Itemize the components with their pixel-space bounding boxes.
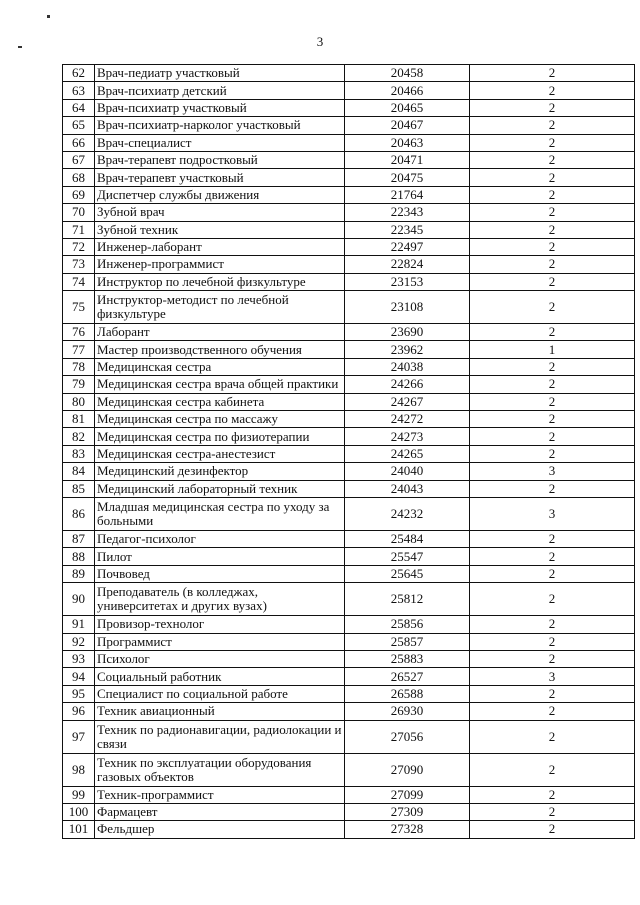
table-row xyxy=(63,151,635,168)
profession-name: Инструктор по лечебной физкультуре xyxy=(95,273,345,290)
row-number: 95 xyxy=(63,685,95,702)
profession-code: 23690 xyxy=(345,324,470,341)
profession-code: 27056 xyxy=(345,720,470,753)
row-count: 2 xyxy=(470,633,635,650)
profession-code: 24040 xyxy=(345,463,470,480)
profession-code: 26527 xyxy=(345,668,470,685)
profession-code: 25484 xyxy=(345,530,470,547)
profession-code: 20463 xyxy=(345,134,470,151)
profession-table xyxy=(62,64,635,839)
row-number: 94 xyxy=(63,668,95,685)
row-number: 79 xyxy=(63,376,95,393)
profession-code: 24043 xyxy=(345,480,470,497)
profession-name: Врач-терапевт участковый xyxy=(95,169,345,186)
table-row xyxy=(63,376,635,393)
profession-name: Врач-специалист xyxy=(95,134,345,151)
row-number: 67 xyxy=(63,151,95,168)
row-number: 75 xyxy=(63,291,95,324)
row-count: 2 xyxy=(470,685,635,702)
row-count: 3 xyxy=(470,497,635,530)
profession-code: 24272 xyxy=(345,411,470,428)
profession-code: 25857 xyxy=(345,633,470,650)
row-number: 71 xyxy=(63,221,95,238)
table-row xyxy=(63,291,635,324)
table-row xyxy=(63,445,635,462)
table-row xyxy=(63,821,635,838)
row-count: 2 xyxy=(470,650,635,667)
profession-code: 25856 xyxy=(345,616,470,633)
table-row xyxy=(63,497,635,530)
row-number: 97 xyxy=(63,720,95,753)
row-count: 3 xyxy=(470,463,635,480)
row-count: 2 xyxy=(470,256,635,273)
row-count: 2 xyxy=(470,393,635,410)
row-number: 77 xyxy=(63,341,95,358)
profession-name: Диспетчер службы движения xyxy=(95,186,345,203)
profession-code: 24273 xyxy=(345,428,470,445)
table-row xyxy=(63,358,635,375)
profession-name: Провизор-технолог xyxy=(95,616,345,633)
row-count: 2 xyxy=(470,703,635,720)
profession-code: 27309 xyxy=(345,803,470,820)
row-number: 68 xyxy=(63,169,95,186)
profession-name: Медицинская сестра-анестезист xyxy=(95,445,345,462)
table-row xyxy=(63,99,635,116)
table-row xyxy=(63,633,635,650)
profession-name: Инженер-программист xyxy=(95,256,345,273)
row-number: 88 xyxy=(63,548,95,565)
row-number: 96 xyxy=(63,703,95,720)
table-row xyxy=(63,324,635,341)
profession-code: 22497 xyxy=(345,238,470,255)
row-count: 2 xyxy=(470,548,635,565)
profession-name: Медицинская сестра по физиотерапии xyxy=(95,428,345,445)
table-row xyxy=(63,117,635,134)
row-number: 87 xyxy=(63,530,95,547)
profession-name: Техник по радионавигации, радиолокации и связи xyxy=(95,720,345,753)
row-count: 2 xyxy=(470,583,635,616)
table-row xyxy=(63,530,635,547)
profession-name: Медицинская сестра по массажу xyxy=(95,411,345,428)
profession-name: Медицинский дезинфектор xyxy=(95,463,345,480)
profession-name: Почвовед xyxy=(95,565,345,582)
row-number: 89 xyxy=(63,565,95,582)
profession-name: Социальный работник xyxy=(95,668,345,685)
row-count: 2 xyxy=(470,99,635,116)
table-row xyxy=(63,803,635,820)
table-row xyxy=(63,82,635,99)
table-row xyxy=(63,565,635,582)
profession-code: 22824 xyxy=(345,256,470,273)
row-number: 69 xyxy=(63,186,95,203)
profession-name: Медицинская сестра xyxy=(95,358,345,375)
row-number: 66 xyxy=(63,134,95,151)
profession-name: Фармацевт xyxy=(95,803,345,820)
row-number: 76 xyxy=(63,324,95,341)
profession-name: Врач-педиатр участковый xyxy=(95,65,345,82)
profession-code: 20458 xyxy=(345,65,470,82)
profession-name: Медицинский лабораторный техник xyxy=(95,480,345,497)
row-number: 78 xyxy=(63,358,95,375)
row-count: 1 xyxy=(470,341,635,358)
row-number: 74 xyxy=(63,273,95,290)
table-row xyxy=(63,341,635,358)
row-count: 2 xyxy=(470,117,635,134)
table-row xyxy=(63,583,635,616)
row-count: 2 xyxy=(470,134,635,151)
profession-code: 23153 xyxy=(345,273,470,290)
row-number: 73 xyxy=(63,256,95,273)
profession-name: Врач-психиатр-нарколог участковый xyxy=(95,117,345,134)
row-number: 63 xyxy=(63,82,95,99)
profession-name: Врач-психиатр участковый xyxy=(95,99,345,116)
row-count: 2 xyxy=(470,786,635,803)
profession-code: 20467 xyxy=(345,117,470,134)
profession-name: Медицинская сестра кабинета xyxy=(95,393,345,410)
row-count: 2 xyxy=(470,411,635,428)
scan-speck xyxy=(47,15,50,18)
profession-code: 25812 xyxy=(345,583,470,616)
table-row xyxy=(63,480,635,497)
profession-code: 23108 xyxy=(345,291,470,324)
profession-name: Зубной техник xyxy=(95,221,345,238)
profession-code: 24265 xyxy=(345,445,470,462)
row-count: 2 xyxy=(470,204,635,221)
profession-name: Лаборант xyxy=(95,324,345,341)
row-number: 91 xyxy=(63,616,95,633)
row-count: 2 xyxy=(470,376,635,393)
row-number: 99 xyxy=(63,786,95,803)
profession-code: 22343 xyxy=(345,204,470,221)
row-count: 2 xyxy=(470,151,635,168)
table-row xyxy=(63,411,635,428)
profession-name: Инструктор-методист по лечебной физкультуре xyxy=(95,291,345,324)
row-number: 80 xyxy=(63,393,95,410)
profession-name: Зубной врач xyxy=(95,204,345,221)
row-number: 65 xyxy=(63,117,95,134)
profession-code: 27328 xyxy=(345,821,470,838)
row-count: 2 xyxy=(470,565,635,582)
row-count: 2 xyxy=(470,238,635,255)
row-number: 72 xyxy=(63,238,95,255)
row-count: 2 xyxy=(470,480,635,497)
table-row xyxy=(63,186,635,203)
profession-name: Фельдшер xyxy=(95,821,345,838)
table-row xyxy=(63,668,635,685)
profession-name: Психолог xyxy=(95,650,345,667)
table-row xyxy=(63,238,635,255)
profession-code: 22345 xyxy=(345,221,470,238)
profession-code: 24266 xyxy=(345,376,470,393)
profession-code: 21764 xyxy=(345,186,470,203)
profession-name: Специалист по социальной работе xyxy=(95,685,345,702)
profession-code: 20465 xyxy=(345,99,470,116)
profession-code: 24267 xyxy=(345,393,470,410)
row-number: 84 xyxy=(63,463,95,480)
table-row xyxy=(63,273,635,290)
row-number: 81 xyxy=(63,411,95,428)
row-count: 2 xyxy=(470,530,635,547)
row-count: 2 xyxy=(470,82,635,99)
row-count: 2 xyxy=(470,273,635,290)
row-count: 3 xyxy=(470,668,635,685)
profession-code: 20475 xyxy=(345,169,470,186)
profession-code: 24038 xyxy=(345,358,470,375)
profession-name: Младшая медицинская сестра по уходу за больными xyxy=(95,497,345,530)
table-row xyxy=(63,685,635,702)
row-number: 86 xyxy=(63,497,95,530)
row-number: 100 xyxy=(63,803,95,820)
table-row xyxy=(63,221,635,238)
profession-name: Техник авиационный xyxy=(95,703,345,720)
profession-name: Врач-психиатр детский xyxy=(95,82,345,99)
row-count: 2 xyxy=(470,358,635,375)
row-number: 90 xyxy=(63,583,95,616)
profession-code: 24232 xyxy=(345,497,470,530)
row-number: 62 xyxy=(63,65,95,82)
table-row xyxy=(63,256,635,273)
profession-code: 25645 xyxy=(345,565,470,582)
profession-code: 26930 xyxy=(345,703,470,720)
page-number: 3 xyxy=(316,34,324,49)
table-row xyxy=(63,65,635,82)
profession-name: Мастер производственного обучения xyxy=(95,341,345,358)
row-count: 2 xyxy=(470,803,635,820)
row-number: 98 xyxy=(63,753,95,786)
profession-name: Пилот xyxy=(95,548,345,565)
table-row xyxy=(63,548,635,565)
row-count: 2 xyxy=(470,169,635,186)
table-row xyxy=(63,616,635,633)
table-body xyxy=(63,65,635,839)
profession-name: Техник-программист xyxy=(95,786,345,803)
row-number: 82 xyxy=(63,428,95,445)
row-number: 64 xyxy=(63,99,95,116)
profession-code: 27099 xyxy=(345,786,470,803)
row-count: 2 xyxy=(470,428,635,445)
table-row xyxy=(63,204,635,221)
profession-name: Врач-терапевт подростковый xyxy=(95,151,345,168)
row-count: 2 xyxy=(470,753,635,786)
profession-code: 25883 xyxy=(345,650,470,667)
table-row xyxy=(63,720,635,753)
row-count: 2 xyxy=(470,291,635,324)
profession-code: 20471 xyxy=(345,151,470,168)
profession-name: Инженер-лаборант xyxy=(95,238,345,255)
profession-code: 23962 xyxy=(345,341,470,358)
profession-code: 25547 xyxy=(345,548,470,565)
row-number: 101 xyxy=(63,821,95,838)
row-count: 2 xyxy=(470,616,635,633)
row-count: 2 xyxy=(470,186,635,203)
row-number: 85 xyxy=(63,480,95,497)
row-number: 93 xyxy=(63,650,95,667)
profession-name: Преподаватель (в колледжах, университетах и других вузах) xyxy=(95,583,345,616)
table-row xyxy=(63,428,635,445)
profession-name: Медицинская сестра врача общей практики xyxy=(95,376,345,393)
row-number: 70 xyxy=(63,204,95,221)
profession-name: Педагог-психолог xyxy=(95,530,345,547)
row-count: 2 xyxy=(470,445,635,462)
table-row xyxy=(63,786,635,803)
row-count: 2 xyxy=(470,720,635,753)
table-row xyxy=(63,753,635,786)
row-count: 2 xyxy=(470,821,635,838)
table-row xyxy=(63,650,635,667)
table-row xyxy=(63,393,635,410)
profession-code: 26588 xyxy=(345,685,470,702)
row-count: 2 xyxy=(470,221,635,238)
profession-code: 27090 xyxy=(345,753,470,786)
profession-code: 20466 xyxy=(345,82,470,99)
table-row xyxy=(63,703,635,720)
table-row xyxy=(63,134,635,151)
row-number: 83 xyxy=(63,445,95,462)
row-count: 2 xyxy=(470,65,635,82)
profession-name: Программист xyxy=(95,633,345,650)
row-number: 92 xyxy=(63,633,95,650)
row-count: 2 xyxy=(470,324,635,341)
table-row xyxy=(63,463,635,480)
table-row xyxy=(63,169,635,186)
profession-name: Техник по эксплуатации оборудования газовых объектов xyxy=(95,753,345,786)
